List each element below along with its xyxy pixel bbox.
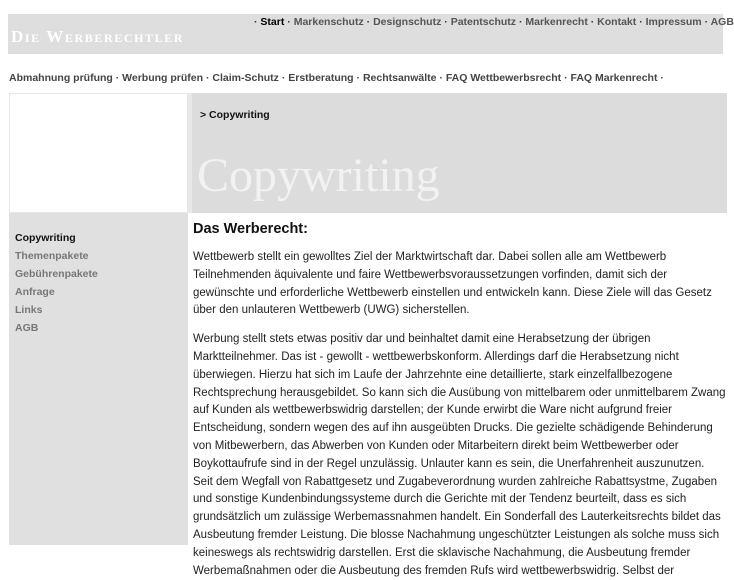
- main-content: [193, 213, 727, 580]
- top-nav-markenschutz[interactable]: Markenschutz: [293, 16, 364, 28]
- page-title: Copywriting: [197, 149, 440, 202]
- sidebar-item-gebuehrenpakete[interactable]: Gebührenpakete: [15, 268, 98, 280]
- top-navigation: · Start · Markenschutz · Designschutz · Patentschutz · Markenrecht · Kontakt · Impressum · AGB: [254, 16, 734, 28]
- sub-nav-erstberatung[interactable]: Erstberatung: [288, 72, 354, 84]
- sub-nav-rechtsanwaelte[interactable]: Rechtsanwälte: [362, 72, 437, 84]
- sub-nav-abmahnung-pruefung[interactable]: Abmahnung prüfung: [9, 72, 113, 84]
- top-nav-impressum[interactable]: Impressum: [645, 16, 702, 28]
- breadcrumb: > Copywriting: [200, 109, 270, 121]
- top-nav-designschutz[interactable]: Designschutz: [373, 16, 442, 28]
- top-nav-markenrecht[interactable]: Markenrecht: [525, 16, 588, 28]
- top-nav-start[interactable]: Start: [260, 16, 285, 28]
- sub-nav-werbung-pruefen[interactable]: Werbung prüfen: [122, 72, 204, 84]
- header-bar: [8, 14, 734, 54]
- sidebar-item-copywriting[interactable]: Copywriting: [15, 232, 76, 244]
- sidebar-item-anfrage[interactable]: Anfrage: [15, 286, 55, 298]
- top-nav-kontakt[interactable]: Kontakt: [597, 16, 637, 28]
- image-placeholder: [9, 93, 188, 213]
- top-nav-agb[interactable]: AGB: [710, 16, 734, 28]
- top-nav-patentschutz[interactable]: Patentschutz: [450, 16, 517, 28]
- content-paragraph: Wettbewerb stellt ein gewolltes Ziel der Marktwirtschaft dar. Dabei sollen alle am Wettbewerb Teilnehmenden äquivalente und faire Wettbewerbsvoraussetzungen vorfinden, damit sich der gewünschte und erforderliche Wettbewerb einstellen und entwickeln kann. Diese Ziele will das Gesetz über den unlauteren Wettbewerb (UWG) sicherstellen.: [193, 251, 712, 317]
- sub-navigation: Abmahnung prüfung · Werbung prüfen · Claim-Schutz · Erstberatung · Rechtsanwälte · FAQ Wettbewerbsrecht · FAQ Markenrecht ·: [9, 72, 664, 84]
- sidebar-item-themenpakete[interactable]: Themenpakete: [15, 250, 89, 262]
- sub-nav-faq-wettbewerbsrecht[interactable]: FAQ Wettbewerbsrecht: [445, 72, 562, 84]
- sub-nav-faq-markenrecht[interactable]: FAQ Markenrecht: [570, 72, 658, 84]
- sidebar: [9, 213, 188, 545]
- sidebar-item-agb[interactable]: AGB: [15, 322, 39, 334]
- page-hero: [192, 93, 727, 213]
- content-heading: Das Werberecht:: [193, 221, 308, 237]
- sub-nav-claim-schutz[interactable]: Claim-Schutz: [212, 72, 279, 84]
- content-paragraph: Werbung stellt stets etwas positiv dar und beinhaltet damit eine Herabsetzung der übrigen Marktteilnehmer. Das ist - gewollt - wettbewerbskonform. Allerdings darf die Herabsetzung nicht überwiegen. Hierzu hat sich im Laufe der Jahrzehnte eine detaillierte, stark einzelfallbezogene Rechtsprechung herausgebildet. So kann sich die Ausübung von mittelbarem oder unmittelbarem Zwang auf Kunden als wettbewerbswidrig darstellen; der Kunde erwirbt die Ware nicht aufgrund freier Entscheidung, sondern wegen des auf ihn ausgeübten Drucks. Die gezielte schädigende Behinderung von Mitbewerbern, das Abwerben von Kunden oder Mitarbeitern direkt beim Wettbewerber oder Boykottaufrufe sind in der Regel unzulässig. Unlauter kann es sein, die Unerfahrenheit auszunutzen. Seit dem Wegfall von Rabattgesetz und Zugabeverordnung wurden zahlreiche Rabattsystme, Zugaben und sonstige Kundenbindungssysteme durch die Gerichte mit der Tendenz beurteilt, dass es sich grundsätzlich um zulässige Werbemassnahmen handelt. Ein Sonderfall des Lauterkeitsrechts bildet das Ausbeutung fremder Leistung. Die blosse Nachahmung ungeschützter Leistungen als solche muss sich keineswegs als rechtswidrig darstellen. Erst die sklavische Nachahmung, die Ausbeutung fremder Werbemaßnahmen oder die Ausbeutung des fremden Rufs wird wettbewerbswidrig. Selbst der: [193, 333, 726, 577]
- sidebar-nav: [15, 232, 98, 340]
- site-logo[interactable]: Die Werberechtler: [11, 27, 185, 46]
- sidebar-item-links[interactable]: Links: [15, 304, 43, 316]
